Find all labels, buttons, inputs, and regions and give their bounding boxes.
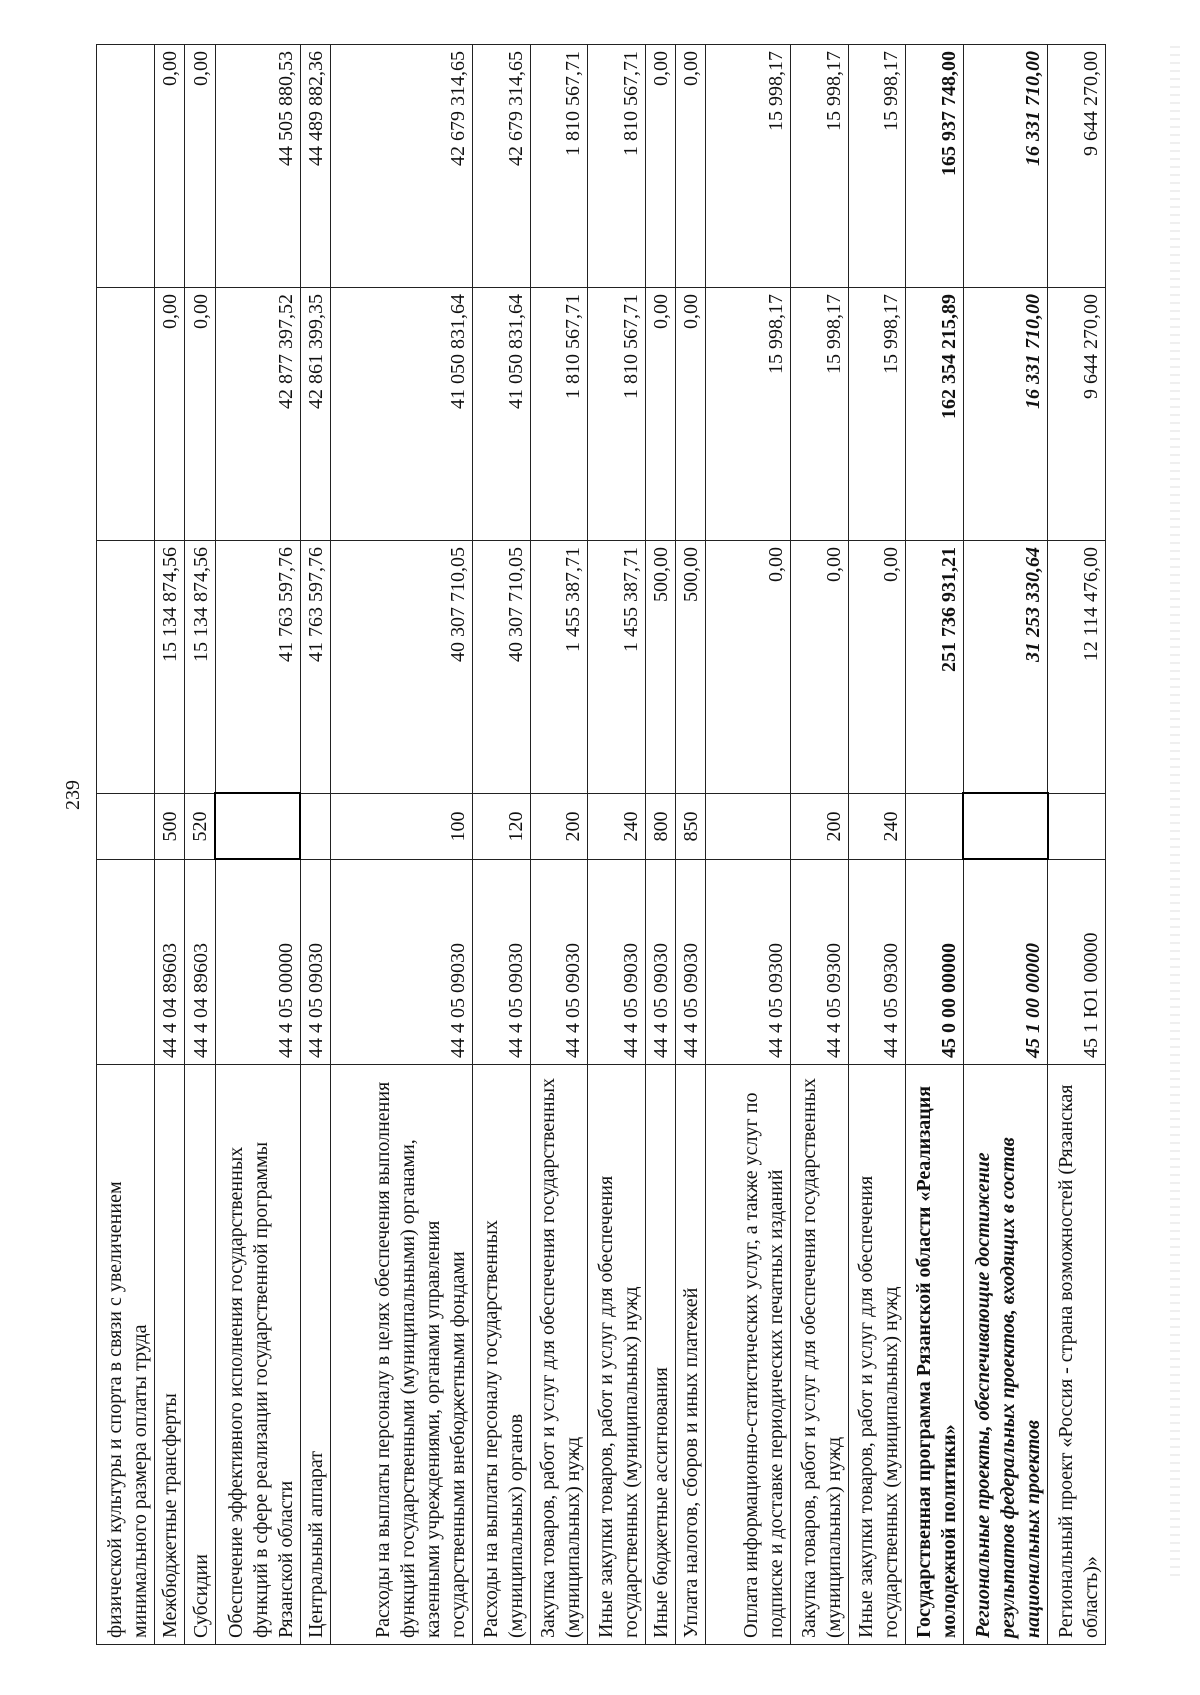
table-row	[300, 45, 330, 1645]
row-value-1: 31 253 330,64	[963, 541, 1048, 794]
row-value-2: 1 810 567,71	[588, 288, 646, 541]
row-value-2: 15 998,17	[848, 288, 906, 541]
row-value-2: 42 861 399,35	[300, 288, 330, 541]
row-vr: 240	[848, 794, 906, 860]
row-vr: 120	[473, 794, 531, 860]
row-value-1: 41 763 597,76	[215, 541, 300, 794]
row-code: 44 4 05 09030	[300, 860, 330, 1065]
row-code: 44 4 05 09300	[791, 860, 849, 1065]
row-value-3: 9 644 270,00	[1048, 45, 1106, 288]
row-value-2: 41 050 831,64	[330, 288, 472, 541]
row-value-1: 41 763 597,76	[300, 541, 330, 794]
row-value-3: 16 331 710,00	[963, 45, 1048, 288]
row-name: Оплата информационно-статистических услуг, а также услуг по подписке и доставке периодических печатных изданий	[706, 1065, 791, 1645]
row-value-3: 1 810 567,71	[588, 45, 646, 288]
row-code: 44 4 05 09030	[645, 860, 675, 1065]
row-value-1: 15 134 874,56	[154, 541, 184, 794]
row-vr: 200	[791, 794, 849, 860]
row-vr	[300, 794, 330, 860]
row-value-3: 44 505 880,53	[215, 45, 300, 288]
row-value-2: 16 331 710,00	[963, 288, 1048, 541]
row-vr: 240	[588, 794, 646, 860]
row-name: Закупка товаров, работ и услуг для обеспечения государственных (муниципальных) нужд	[530, 1065, 588, 1645]
table-row	[791, 45, 849, 1645]
row-vr: 520	[184, 794, 215, 860]
rotated-table-container	[96, 45, 1106, 1645]
row-vr	[215, 794, 300, 860]
row-value-2: 162 354 215,89	[906, 288, 964, 541]
page-number: 239	[62, 780, 84, 810]
row-value-2: 0,00	[184, 288, 215, 541]
row-value-2: 42 877 397,52	[215, 288, 300, 541]
row-value-1: 0,00	[706, 541, 791, 794]
row-value-1: 0,00	[848, 541, 906, 794]
row-vr: 100	[330, 794, 472, 860]
row-value-1: 500,00	[645, 541, 675, 794]
table-row	[530, 45, 588, 1645]
row-value-1: 40 307 710,05	[473, 541, 531, 794]
table-row	[676, 45, 706, 1645]
row-vr: 800	[645, 794, 675, 860]
table-row	[588, 45, 646, 1645]
table-row	[330, 45, 472, 1645]
row-vr: 200	[530, 794, 588, 860]
row-vr	[97, 794, 155, 860]
table-row	[97, 45, 155, 1645]
row-name: Обеспечение эффективного исполнения государственных функций в сфере реализации государственной программы Рязанской области	[215, 1065, 300, 1645]
row-value-1: 500,00	[676, 541, 706, 794]
row-value-3: 0,00	[645, 45, 675, 288]
row-code: 44 4 05 09030	[473, 860, 531, 1065]
row-code: 44 4 04 89603	[184, 860, 215, 1065]
row-name: Закупка товаров, работ и услуг для обеспечения государственных (муниципальных) нужд	[791, 1065, 849, 1645]
row-name: Иные бюджетные ассигнования	[645, 1065, 675, 1645]
row-name: Региональный проект «Россия - страна возможностей (Рязанская область)»	[1048, 1065, 1106, 1645]
table-row	[848, 45, 906, 1645]
table-row	[906, 45, 964, 1645]
row-value-3: 1 810 567,71	[530, 45, 588, 288]
row-name: Иные закупки товаров, работ и услуг для обеспечения государственных (муниципальных) нужд	[848, 1065, 906, 1645]
table-row	[215, 45, 300, 1645]
budget-table	[96, 44, 1106, 1645]
row-name: Иные закупки товаров, работ и услуг для обеспечения государственных (муниципальных) нужд	[588, 1065, 646, 1645]
row-code: 44 4 05 09030	[530, 860, 588, 1065]
row-value-3: 15 998,17	[706, 45, 791, 288]
row-value-1: 251 736 931,21	[906, 541, 964, 794]
row-code: 44 4 05 09030	[676, 860, 706, 1065]
row-value-2: 1 810 567,71	[530, 288, 588, 541]
row-value-1: 15 134 874,56	[184, 541, 215, 794]
row-value-2: 9 644 270,00	[1048, 288, 1106, 541]
row-name: Региональные проекты, обеспечивающие достижение результатов федеральных проектов, входящих в состав национальных проектов	[963, 1065, 1048, 1645]
row-name: Субсидии	[184, 1065, 215, 1645]
row-code: 44 4 05 09030	[588, 860, 646, 1065]
row-value-3: 44 489 882,36	[300, 45, 330, 288]
scan-edge-artifact	[1170, 40, 1180, 1580]
row-vr: 500	[154, 794, 184, 860]
row-value-3: 42 679 314,65	[330, 45, 472, 288]
row-value-3: 15 998,17	[848, 45, 906, 288]
row-vr	[906, 794, 964, 860]
row-value-2: 15 998,17	[791, 288, 849, 541]
row-code: 45 1 00 00000	[963, 860, 1048, 1065]
row-code	[97, 860, 155, 1065]
row-value-2: 41 050 831,64	[473, 288, 531, 541]
row-value-1	[97, 541, 155, 794]
row-value-2: 15 998,17	[706, 288, 791, 541]
row-vr	[706, 794, 791, 860]
row-name: физической культуры и спорта в связи с увеличением минимального размера оплаты труда	[97, 1065, 155, 1645]
table-row	[1048, 45, 1106, 1645]
row-value-1: 0,00	[791, 541, 849, 794]
row-name: Межбюджетные трансферты	[154, 1065, 184, 1645]
table-row	[473, 45, 531, 1645]
row-name: Расходы на выплаты персоналу в целях обеспечения выполнения функций государственными (муниципальными) органами, казенными учреждениями, органами управления государственными внебюджетными фондами	[330, 1065, 472, 1645]
row-value-3: 15 998,17	[791, 45, 849, 288]
table-row	[154, 45, 184, 1645]
row-value-1: 12 114 476,00	[1048, 541, 1106, 794]
row-value-2: 0,00	[154, 288, 184, 541]
row-value-2: 0,00	[645, 288, 675, 541]
row-value-1: 1 455 387,71	[530, 541, 588, 794]
row-code: 45 0 00 00000	[906, 860, 964, 1065]
table-row	[184, 45, 215, 1645]
table-row	[963, 45, 1048, 1645]
row-value-3	[97, 45, 155, 288]
row-code: 45 1 Ю1 00000	[1048, 860, 1106, 1065]
row-value-3: 42 679 314,65	[473, 45, 531, 288]
row-code: 44 4 05 09300	[706, 860, 791, 1065]
table-row	[645, 45, 675, 1645]
row-value-2	[97, 288, 155, 541]
row-name: Государственная программа Рязанской области «Реализация молодежной политики»	[906, 1065, 964, 1645]
row-code: 44 4 04 89603	[154, 860, 184, 1065]
row-vr	[1048, 794, 1106, 860]
row-vr: 850	[676, 794, 706, 860]
row-value-1: 1 455 387,71	[588, 541, 646, 794]
row-value-3: 0,00	[184, 45, 215, 288]
row-value-1: 40 307 710,05	[330, 541, 472, 794]
row-name: Центральный аппарат	[300, 1065, 330, 1645]
table-row	[706, 45, 791, 1645]
row-value-3: 165 937 748,00	[906, 45, 964, 288]
row-code: 44 4 05 09300	[848, 860, 906, 1065]
row-value-2: 0,00	[676, 288, 706, 541]
row-name: Расходы на выплаты персоналу государственных (муниципальных) органов	[473, 1065, 531, 1645]
row-code: 44 4 05 09030	[330, 860, 472, 1065]
row-value-3: 0,00	[154, 45, 184, 288]
row-code: 44 4 05 00000	[215, 860, 300, 1065]
row-name: Уплата налогов, сборов и иных платежей	[676, 1065, 706, 1645]
row-vr	[963, 794, 1048, 860]
row-value-3: 0,00	[676, 45, 706, 288]
